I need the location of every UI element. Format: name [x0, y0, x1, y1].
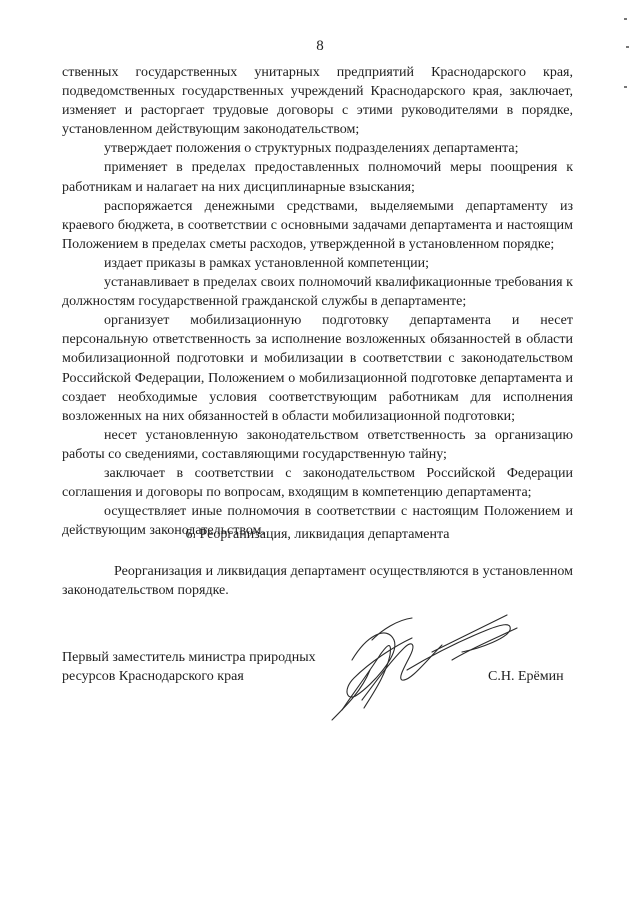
- paragraph-qualifications: устанавливает в пределах своих полномочий квалификационные требования к должностям государственной гражданской службы в департаменте;: [62, 275, 573, 310]
- scan-artifact: [624, 86, 627, 88]
- paragraph-agreements: заключает в соответствии с законодательством Российской Федерации соглашения и договоры по вопросам, входящим в компетенцию департамента;: [62, 465, 573, 501]
- powers-list: [62, 63, 573, 540]
- page-number: 8: [316, 38, 324, 54]
- paragraph-structural-units: утверждает положения о структурных подразделениях департамента;: [104, 141, 519, 157]
- paragraph-state-secret: несет установленную законодательством ответственность за организацию работы со сведениями, составляющими государственную тайну;: [62, 427, 573, 462]
- signer-title-line: Первый заместитель министра природных: [62, 650, 316, 665]
- paragraph-mobilization: организует мобилизационную подготовку департамента и несет персональную ответственность за исполнение возложенных обязанностей в области мобилизационной подготовки и мобилизации в соответствии с законодательством Российской Федерации, Положением о мобилизационной подготовке департамента и создает необходимые условия соответствующим работникам для исполнения возложенных на них обязанностей в области мобилизационной подготовки;: [62, 313, 573, 424]
- scan-artifact: [624, 18, 627, 20]
- section-paragraph: Реорганизация и ликвидация департамент осуществляются в установленном законодательством порядке.: [62, 564, 573, 599]
- scan-artifact: [626, 46, 629, 48]
- section-heading: 6. Реорганизация, ликвидация департамента: [185, 527, 450, 542]
- signer-title-line: ресурсов Краснодарского края: [62, 669, 244, 684]
- paragraph-continuation: ственных государственных унитарных предприятий Краснодарского края, подведомственных государственных учреждений Краснодарского края, заключает, изменяет и расторгает трудовые договоры с этими руководителями в порядке, установленном действующим законодательством;: [62, 65, 573, 138]
- signer-name: С.Н. Ерёмин: [488, 669, 564, 684]
- paragraph-incentives: применяет в пределах предоставленных полномочий меры поощрения к работникам и налагает на них дисциплинарные взыскания;: [62, 160, 573, 195]
- paragraph-orders: издает приказы в рамках установленной компетенции;: [104, 255, 430, 271]
- handwritten-signature: [312, 600, 522, 725]
- paragraph-other-powers: осуществляет иные полномочия в соответствии с настоящим Положением и действующим законодательством.: [62, 504, 573, 539]
- paragraph-funds: распоряжается денежными средствами, выделяемыми департаменту из краевого бюджета, в соответствии с основными задачами департамента и настоящим Положением в пределах сметы расходов, утвержденной в установленном порядке;: [62, 198, 573, 252]
